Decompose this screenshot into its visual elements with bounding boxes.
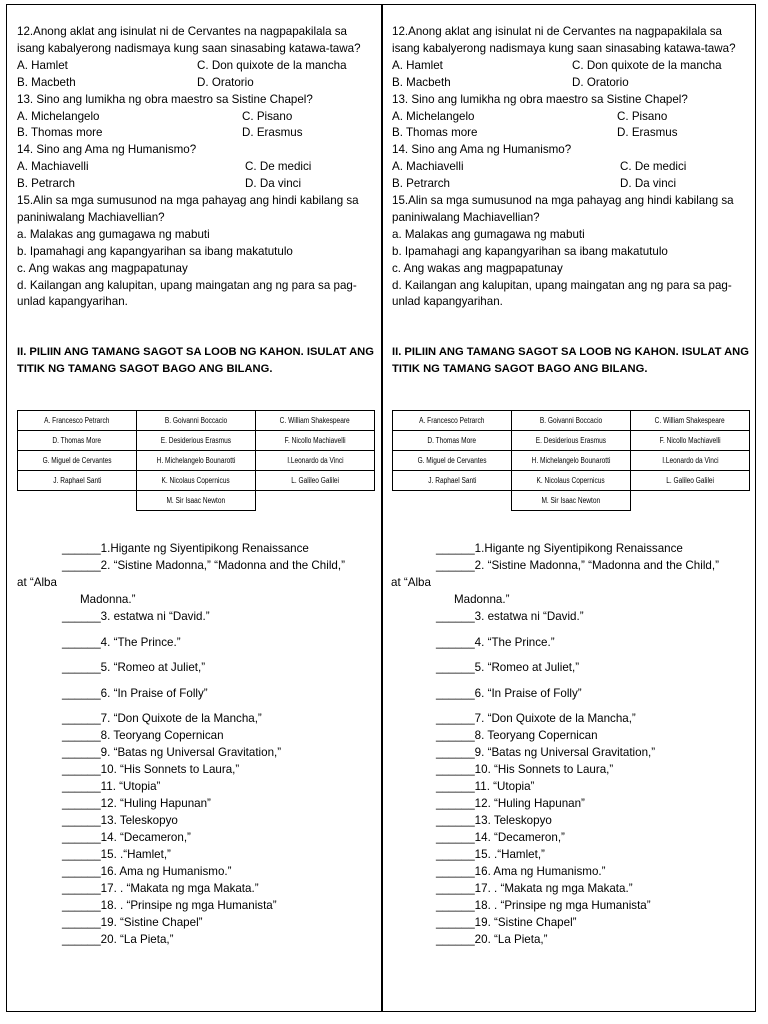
question-13-options-row1 xyxy=(392,109,752,126)
option-b: B. Thomas more xyxy=(392,126,478,140)
answer-item-2-cont: Madonna.” xyxy=(454,593,510,606)
option-d: D. Da vinci xyxy=(620,177,677,191)
empty-cell xyxy=(256,491,375,511)
option-b: B. Macbeth xyxy=(17,75,76,89)
empty-cell xyxy=(18,491,137,511)
option-a: A. Michelangelo xyxy=(17,109,100,123)
choices-box xyxy=(392,410,750,511)
answer-item-17: ______17. . “Makata ng mga Makata.” xyxy=(62,882,259,895)
answer-item-9: ______9. “Batas ng Universal Gravitation,” xyxy=(436,746,656,759)
answer-item-11: ______11. “Utopia” xyxy=(436,780,535,793)
choices-row xyxy=(393,471,750,491)
answer-item-16: ______16. Ama ng Humanismo.” xyxy=(436,865,606,878)
choices-row xyxy=(393,411,750,431)
option-d: d. Kailangan ang kalupitan, upang maingatan ang ng para sa pag-unlad kapangyarihan. xyxy=(392,278,732,309)
option-c: C. Don quixote de la mancha xyxy=(572,58,722,72)
answer-item-13: ______13. Teleskopyo xyxy=(62,814,178,827)
answer-item-2-cont: Madonna.” xyxy=(80,593,136,606)
question-13-options-row1 xyxy=(17,109,377,126)
question-12-options-row1 xyxy=(17,58,377,75)
empty-cell xyxy=(393,491,512,511)
answer-item-8: ______8. Teoryang Copernican xyxy=(62,729,224,742)
option-d: d. Kailangan ang kalupitan, upang maingatan ang ng para sa pag-unlad kapangyarihan. xyxy=(17,278,357,309)
choice-cell: G. Miguel de Cervantes xyxy=(18,451,137,471)
choices-row xyxy=(18,411,375,431)
choice-cell: L. Galileo Galilei xyxy=(256,471,375,491)
answer-item-16: ______16. Ama ng Humanismo.” xyxy=(62,865,232,878)
answer-item-5: ______5. “Romeo at Juliet,” xyxy=(436,661,580,674)
choice-cell: H. Michelangelo Bounarotti xyxy=(512,451,631,471)
answer-list-left xyxy=(17,540,382,948)
choice-cell: F. Nicollo Machiavelli xyxy=(256,431,375,451)
question-14-options-row1 xyxy=(17,159,377,176)
choice-cell: J. Raphael Santi xyxy=(18,471,137,491)
option-a: A. Machiavelli xyxy=(392,160,464,174)
section-2-instructions: II. PILIIN ANG TAMANG SAGOT SA LOOB NG KAHON. ISULAT ANG TITIK NG TAMANG SAGOT BAGO ANG BILANG. xyxy=(17,346,374,375)
answer-item-8: ______8. Teoryang Copernican xyxy=(436,729,598,742)
answer-item-3: ______3. estatwa ni “David.” xyxy=(62,610,210,623)
answer-item-18: ______18. . “Prinsipe ng mga Humanista” xyxy=(62,899,277,912)
answer-item-10: ______10. “His Sonnets to Laura,” xyxy=(436,763,614,776)
choice-cell: L. Galileo Galilei xyxy=(631,471,750,491)
answer-item-4: ______4. “The Prince.” xyxy=(62,635,181,649)
answer-item-2: ______2. “Sistine Madonna,” “Madonna and the Child,” xyxy=(62,559,345,572)
questions-left xyxy=(17,24,377,311)
answer-item-14: ______14. “Decameron,” xyxy=(436,831,565,844)
question-14-options-row1 xyxy=(392,159,752,176)
question-13-stem: 13. Sino ang lumikha ng obra maestro sa Sistine Chapel? xyxy=(17,92,313,106)
choice-cell: A. Francesco Petrarch xyxy=(393,411,512,431)
option-d: D. Oratorio xyxy=(197,75,254,89)
answer-item-6: ______6. “In Praise of Folly” xyxy=(62,686,208,700)
option-a: A. Hamlet xyxy=(392,58,443,72)
option-c: C. De medici xyxy=(245,160,312,174)
answer-item-6: ______6. “In Praise of Folly” xyxy=(436,686,582,700)
question-14-options-row2 xyxy=(392,176,752,193)
choice-cell: M. Sir Isaac Newton xyxy=(512,491,631,511)
choice-cell: K. Nicolaus Copernicus xyxy=(137,471,256,491)
questions-right xyxy=(392,24,752,311)
answer-item-4: ______4. “The Prince.” xyxy=(436,635,555,649)
empty-cell xyxy=(631,491,750,511)
option-b: b. Ipamahagi ang kapangyarihan sa ibang makatutulo xyxy=(392,244,668,258)
choice-cell: B. Goivanni Boccacio xyxy=(137,411,256,431)
choice-cell: F. Nicollo Machiavelli xyxy=(631,431,750,451)
option-d: D. Da vinci xyxy=(245,177,302,191)
answer-item-2: ______2. “Sistine Madonna,” “Madonna and the Child,” xyxy=(436,559,719,572)
answer-list-right xyxy=(391,540,756,948)
option-b: b. Ipamahagi ang kapangyarihan sa ibang makatutulo xyxy=(17,244,293,258)
choices-row xyxy=(393,431,750,451)
section-2-instructions: II. PILIIN ANG TAMANG SAGOT SA LOOB NG KAHON. ISULAT ANG TITIK NG TAMANG SAGOT BAGO ANG BILANG. xyxy=(392,346,749,375)
option-a: A. Machiavelli xyxy=(17,160,89,174)
answer-item-11: ______11. “Utopia” xyxy=(62,780,161,793)
question-12-options-row2 xyxy=(392,75,752,92)
choice-cell: D. Thomas More xyxy=(18,431,137,451)
option-a: a. Malakas ang gumagawa ng mabuti xyxy=(17,227,210,241)
answer-item-19: ______19. “Sistine Chapel” xyxy=(62,916,203,929)
answer-item-2-cont: at “Alba xyxy=(391,576,431,589)
choice-cell: E. Desiderious Erasmus xyxy=(137,431,256,451)
option-a: A. Michelangelo xyxy=(392,109,475,123)
answer-item-14: ______14. “Decameron,” xyxy=(62,831,191,844)
answer-item-1: ______1.Higante ng Siyentipikong Renaissance xyxy=(436,542,683,555)
answer-item-7: ______7. “Don Quixote de la Mancha,” xyxy=(436,712,636,725)
choices-row xyxy=(18,491,375,511)
answer-item-12: ______12. “Huling Hapunan” xyxy=(436,797,585,810)
choice-cell: H. Michelangelo Bounarotti xyxy=(137,451,256,471)
answer-item-18: ______18. . “Prinsipe ng mga Humanista” xyxy=(436,899,651,912)
option-d: D. Erasmus xyxy=(242,126,303,140)
option-a: A. Hamlet xyxy=(17,58,68,72)
option-c: C. De medici xyxy=(620,160,687,174)
answer-item-15: ______15. .“Hamlet,” xyxy=(62,848,171,861)
option-b: B. Petrarch xyxy=(17,177,75,191)
choice-cell: M. Sir Isaac Newton xyxy=(137,491,256,511)
question-15-stem: 15.Alin sa mga sumusunod na mga pahayag ang hindi kabilang sa paniniwalang Machiavellian? xyxy=(392,193,734,224)
option-c: C. Don quixote de la mancha xyxy=(197,58,347,72)
option-b: B. Thomas more xyxy=(17,126,103,140)
choices-box xyxy=(17,410,375,511)
choice-cell: E. Desiderious Erasmus xyxy=(512,431,631,451)
answer-item-7: ______7. “Don Quixote de la Mancha,” xyxy=(62,712,262,725)
question-12-options-row2 xyxy=(17,75,377,92)
question-12-stem: 12.Anong aklat ang isinulat ni de Cervantes na nagpapakilala sa isang kabalyerong nadismaya kung saan sinasabing katawa-tawa? xyxy=(392,25,736,55)
option-a: a. Malakas ang gumagawa ng mabuti xyxy=(392,227,585,241)
option-b: B. Macbeth xyxy=(392,75,451,89)
choice-cell: J. Raphael Santi xyxy=(393,471,512,491)
question-15-stem: 15.Alin sa mga sumusunod na mga pahayag ang hindi kabilang sa paniniwalang Machiavellian? xyxy=(17,193,359,224)
question-14-options-row2 xyxy=(17,176,377,193)
option-c: C. Pisano xyxy=(617,109,668,123)
answer-item-13: ______13. Teleskopyo xyxy=(436,814,552,827)
choice-cell: G. Miguel de Cervantes xyxy=(393,451,512,471)
choices-row xyxy=(18,471,375,491)
answer-item-10: ______10. “His Sonnets to Laura,” xyxy=(62,763,240,776)
option-c: C. Pisano xyxy=(242,109,293,123)
answer-item-17: ______17. . “Makata ng mga Makata.” xyxy=(436,882,633,895)
answer-item-19: ______19. “Sistine Chapel” xyxy=(436,916,577,929)
choices-row xyxy=(393,451,750,471)
answer-item-5: ______5. “Romeo at Juliet,” xyxy=(62,661,206,674)
choice-cell: A. Francesco Petrarch xyxy=(18,411,137,431)
answer-item-1: ______1.Higante ng Siyentipikong Renaissance xyxy=(62,542,309,555)
option-c: c. Ang wakas ang magpapatunay xyxy=(392,261,563,275)
option-d: D. Erasmus xyxy=(617,126,678,140)
choice-cell: B. Goivanni Boccacio xyxy=(512,411,631,431)
question-13-options-row2 xyxy=(392,125,752,142)
choice-cell: C. William Shakespeare xyxy=(631,411,750,431)
answer-item-12: ______12. “Huling Hapunan” xyxy=(62,797,211,810)
question-12-options-row1 xyxy=(392,58,752,75)
question-12-stem: 12.Anong aklat ang isinulat ni de Cervantes na nagpapakilala sa isang kabalyerong nadismaya kung saan sinasabing katawa-tawa? xyxy=(17,25,361,55)
choice-cell: C. William Shakespeare xyxy=(256,411,375,431)
answer-item-2-cont: at “Alba xyxy=(17,576,57,589)
choice-cell: I.Leonardo da Vinci xyxy=(631,451,750,471)
choices-row xyxy=(393,491,750,511)
question-14-stem: 14. Sino ang Ama ng Humanismo? xyxy=(392,143,572,157)
answer-item-20: ______20. “La Pieta,” xyxy=(62,933,174,946)
question-13-stem: 13. Sino ang lumikha ng obra maestro sa Sistine Chapel? xyxy=(392,92,688,106)
answer-item-15: ______15. .“Hamlet,” xyxy=(436,848,545,861)
option-c: c. Ang wakas ang magpapatunay xyxy=(17,261,188,275)
answer-item-9: ______9. “Batas ng Universal Gravitation,” xyxy=(62,746,282,759)
choice-cell: I.Leonardo da Vinci xyxy=(256,451,375,471)
answer-item-20: ______20. “La Pieta,” xyxy=(436,933,548,946)
question-14-stem: 14. Sino ang Ama ng Humanismo? xyxy=(17,143,197,157)
choices-row xyxy=(18,431,375,451)
answer-item-3: ______3. estatwa ni “David.” xyxy=(436,610,584,623)
option-b: B. Petrarch xyxy=(392,177,450,191)
choices-row xyxy=(18,451,375,471)
choice-cell: K. Nicolaus Copernicus xyxy=(512,471,631,491)
option-d: D. Oratorio xyxy=(572,75,629,89)
choice-cell: D. Thomas More xyxy=(393,431,512,451)
question-13-options-row2 xyxy=(17,125,377,142)
